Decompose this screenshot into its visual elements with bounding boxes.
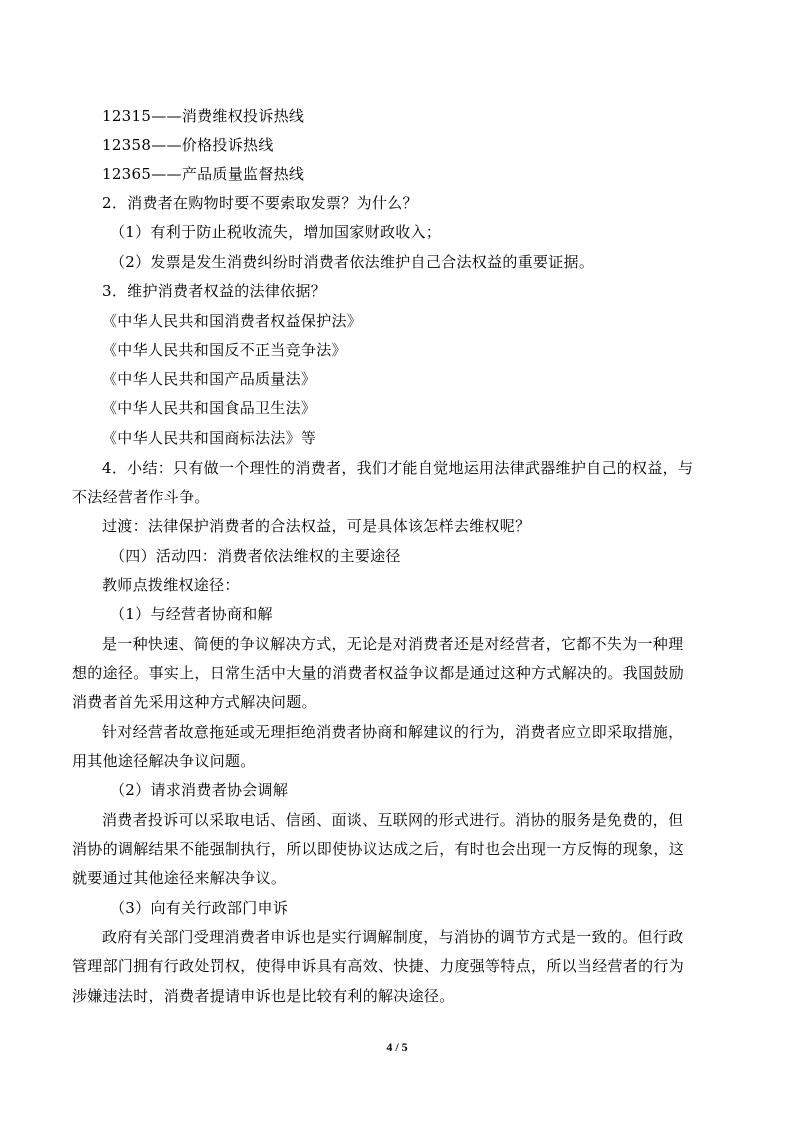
method-3-paragraph-line-1: 政府有关部门受理消费者申诉也是实行调解制度，与消协的调节方式是一致的。但行政 <box>102 928 684 946</box>
summary-paragraph-line-1: 4．小结：只有做一个理性的消费者，我们才能自觉地运用法律武器维护自己的权益，与 <box>102 459 694 477</box>
method-1-paragraph-line-3: 消费者首先采用这种方式解决问题。 <box>72 693 317 711</box>
answer-2-point-1: （1）有利于防止税收流失，增加国家财政收入； <box>110 223 442 241</box>
page-number: 4 / 5 <box>386 1040 408 1054</box>
hotline-12365: 12365——产品质量监督热线 <box>102 165 305 183</box>
method-3-heading: （3）向有关行政部门申诉 <box>110 899 289 917</box>
law-item-anti-unfair-competition: 《中华人民共和国反不正当竞争法》 <box>102 341 347 359</box>
method-1-paragraph-line-2: 想的途径。事实上，日常生活中大量的消费者权益争议都是通过这种方式解决的。我国鼓励 <box>72 664 685 682</box>
method-3-paragraph-line-3: 涉嫌违法时，消费者提请申诉也是比较有利的解决途径。 <box>72 987 455 1005</box>
law-item-product-quality: 《中华人民共和国产品质量法》 <box>102 370 317 388</box>
method-2-heading: （2）请求消费者协会调解 <box>110 781 289 799</box>
method-1-note-line-1: 针对经营者故意拖延或无理拒绝消费者协商和解建议的行为，消费者应立即采取措施， <box>102 723 684 741</box>
answer-2-point-2: （2）发票是发生消费纠纷时消费者依法维护自己合法权益的重要证据。 <box>110 253 595 271</box>
teacher-guidance-heading: 教师点拨维权途径： <box>102 576 240 594</box>
law-item-trademark: 《中华人民共和国商标法法》等 <box>102 429 317 447</box>
method-2-paragraph-line-1: 消费者投诉可以采取电话、信函、面谈、互联网的形式进行。消协的服务是免费的，但 <box>102 811 684 829</box>
law-item-consumer-protection: 《中华人民共和国消费者权益保护法》 <box>102 312 363 330</box>
law-item-food-hygiene: 《中华人民共和国食品卫生法》 <box>102 399 317 417</box>
hotline-12358: 12358——价格投诉热线 <box>102 136 274 154</box>
hotline-12315: 12315——消费维权投诉热线 <box>102 107 305 125</box>
method-2-paragraph-line-3: 就要通过其他途径来解决争议。 <box>72 869 287 887</box>
summary-paragraph-line-2: 不法经营者作斗争。 <box>72 488 210 506</box>
transition-paragraph: 过渡：法律保护消费者的合法权益，可是具体该怎样去维权呢？ <box>102 517 531 535</box>
question-3-heading: 3．维护消费者权益的法律依据？ <box>102 282 327 300</box>
method-3-paragraph-line-2: 管理部门拥有行政处罚权，使得申诉具有高效、快捷、力度强等特点，所以当经营者的行为 <box>72 957 685 975</box>
method-2-paragraph-line-2: 消协的调解结果不能强制执行，所以即使协议达成之后，有时也会出现一方反悔的现象，这 <box>72 840 685 858</box>
method-1-note-line-2: 用其他途径解决争议问题。 <box>72 752 256 770</box>
question-2-heading: 2．消费者在购物时要不要索取发票？为什么？ <box>102 194 418 212</box>
method-1-heading: （1）与经营者协商和解 <box>110 605 273 623</box>
activity-4-heading: （四）活动四：消费者依法维权的主要途径 <box>110 547 401 565</box>
method-1-paragraph-line-1: 是一种快速、简便的争议解决方式，无论是对消费者还是对经营者，它都不失为一种理 <box>102 635 684 653</box>
